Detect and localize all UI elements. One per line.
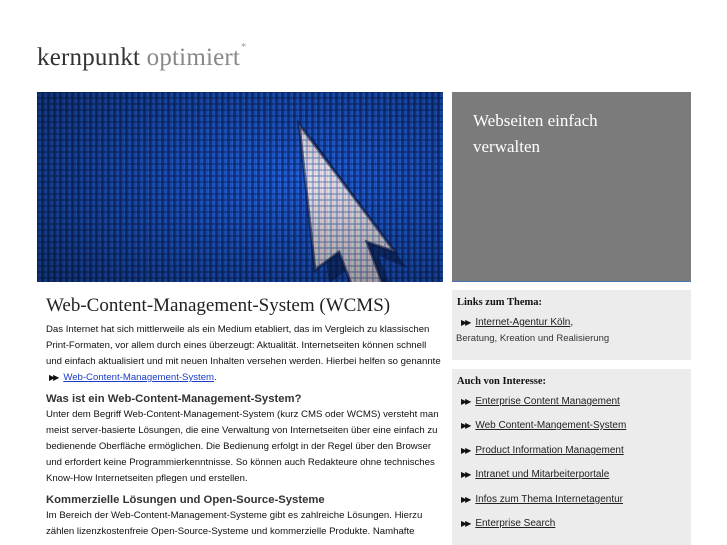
hero-tagline-line2: verwalten	[473, 137, 541, 156]
double-arrow-icon: ▶▶	[49, 373, 58, 382]
link-label[interactable]: Web Content-Mangement-System	[475, 420, 627, 431]
double-arrow-icon: ▶▶	[461, 470, 470, 479]
sidebar-link-wcms[interactable]	[458, 420, 626, 431]
sidebar-link-ecm[interactable]	[458, 396, 620, 407]
article	[46, 295, 443, 540]
wcms-link[interactable]: Web-Content-Management-System	[63, 372, 215, 383]
sidebar-link-agentur[interactable]	[458, 317, 573, 328]
link-suffix: ,	[570, 317, 574, 328]
hero-tagline	[473, 108, 683, 160]
logo-mark: *	[241, 42, 247, 53]
section-heading-what-is: Was ist ein Web-Content-Management-System?	[46, 393, 302, 405]
hero-image	[37, 92, 443, 282]
double-arrow-icon: ▶▶	[461, 318, 470, 327]
section-text-what-is: Unter dem Begriff Web-Content-Management-System (kurz CMS oder WCMS) versteht man meist server-basierte Lösungen, die eine Verwaltung von Internetseiten über eine einfach zu bedienende Oberfläche ermöglichen. Die Bedienung erfolgt in der Regel über den Browser und erfordert keine Programmierkenntnisse. So können auch Redakteure ohne technisches Know-How Internetseiten pflegen und erstellen.	[46, 409, 439, 484]
link-label[interactable]: Internet-Agentur Köln	[475, 317, 571, 328]
article-intro	[46, 322, 443, 386]
interest-title: Auch von Interesse:	[457, 376, 547, 387]
logo-main: kernpunkt	[37, 44, 141, 71]
double-arrow-icon: ▶▶	[461, 446, 470, 455]
links-title: Links zum Thema:	[457, 297, 542, 308]
sidebar-interest-box	[452, 369, 691, 545]
sidebar-link-search[interactable]	[458, 518, 555, 529]
link-label[interactable]: Enterprise Content Management	[475, 396, 620, 407]
link-label[interactable]: Infos zum Thema Internetagentur	[475, 494, 623, 505]
sidebar-link-internetagentur[interactable]	[458, 494, 623, 505]
hero-tagline-box	[452, 92, 691, 282]
sidebar-link-intranet[interactable]	[458, 469, 609, 480]
link-label[interactable]: Enterprise Search	[475, 518, 556, 529]
link-label[interactable]: Intranet und Mitarbeiterportale	[475, 469, 610, 480]
intro-text: Das Internet hat sich mittlerweile als ein Medium etabliert, das im Vergleich zu klassischen Print-Formaten, vor allem durch eines überzeugt: Aktualität. Internetseiten können schnell und einfach aktualisiert und mit neuen Inhalten versehen werden. Hierbei helfen so genannte	[46, 324, 441, 367]
double-arrow-icon: ▶▶	[461, 397, 470, 406]
section-text-solutions: Im Bereich der Web-Content-Management-Systeme gibt es zahlreiche Lösungen. Hierzu zählen lizenzkostenfreie Open-Source-Systeme und kommerzielle Produkte. Namhafte	[46, 510, 423, 537]
double-arrow-icon: ▶▶	[461, 421, 470, 430]
sidebar-links-box	[452, 290, 691, 360]
logo[interactable]	[37, 44, 246, 72]
logo-accent: optimiert	[146, 44, 241, 71]
double-arrow-icon: ▶▶	[461, 519, 470, 528]
sidebar-link-pim[interactable]	[458, 445, 624, 456]
links-note: Beratung, Kreation und Realisierung	[456, 333, 610, 344]
section-heading-solutions: Kommerzielle Lösungen und Open-Source-Systeme	[46, 494, 325, 506]
intro-end: .	[214, 372, 217, 383]
hero-divider	[452, 281, 691, 282]
cursor-illustration	[37, 92, 443, 282]
hero-tagline-line1: Webseiten einfach	[473, 111, 598, 130]
link-label[interactable]: Product Information Management	[475, 445, 624, 456]
double-arrow-icon: ▶▶	[461, 495, 470, 504]
article-title: Web-Content-Management-System (WCMS)	[46, 295, 391, 316]
